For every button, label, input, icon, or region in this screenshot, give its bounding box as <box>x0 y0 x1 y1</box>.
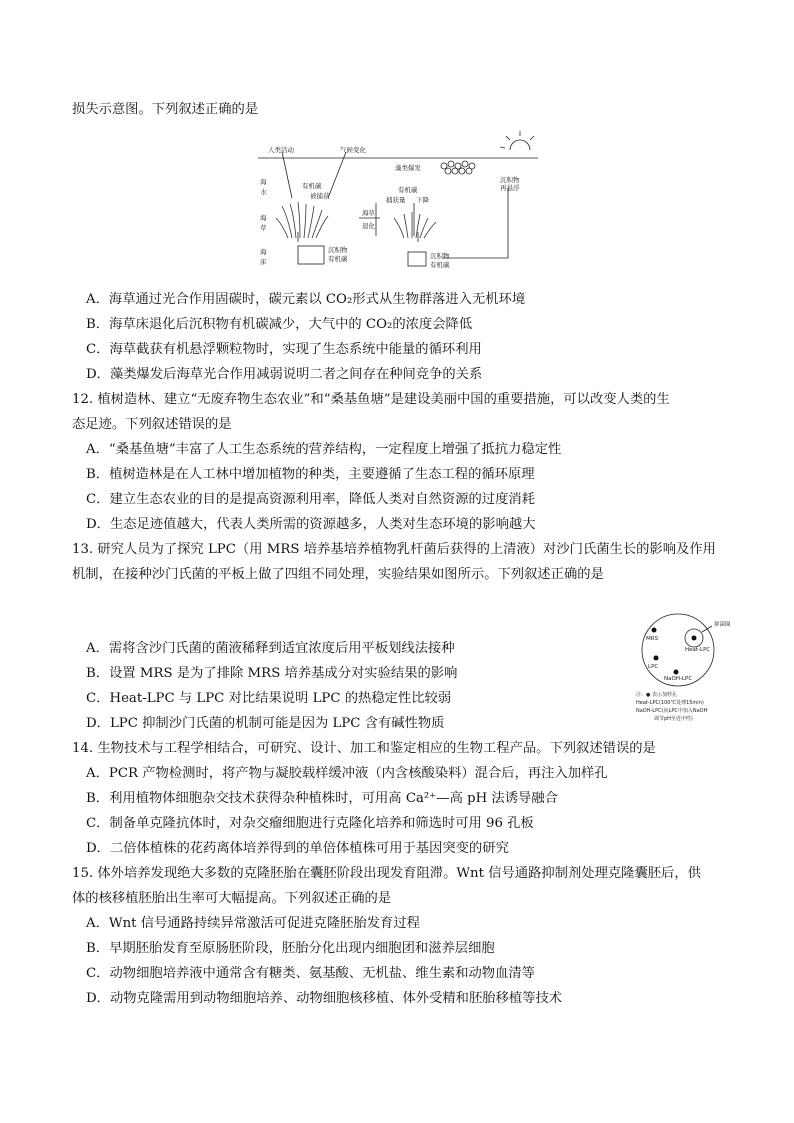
q14-option-d: D．二倍体植株的花药离体培养得到的单倍体植株可用于基因突变的研究 <box>86 841 509 856</box>
q13-option-a: A．需将含沙门氏菌的菌液稀释到适宜浓度后用平板划线法接种 <box>86 641 455 656</box>
petri-dish-figure <box>636 612 744 724</box>
label-sed-left-1: 沉积物 <box>328 246 348 254</box>
well-naoh-lpc <box>674 670 679 675</box>
q15-option-c: C．动物细胞培养液中通常含有糖类、氨基酸、无机盐、维生素和动物血清等 <box>86 966 535 981</box>
q12-stem-1: 12. 植树造林、建立“无废弃物生态农业”和“桑基鱼塘”是建设美丽中国的重要措施，可以改变人类的生 <box>72 392 670 407</box>
note-4: 调节pH至近中性) <box>654 716 693 722</box>
q11-option-a: A．海草通过光合作用固碳时，碳元素以 CO₂形式从生物群落进入无机环境 <box>86 292 526 307</box>
seagrass-carbon-diagram <box>258 128 540 276</box>
label-bed-1: 海 <box>260 248 267 256</box>
label-inhibit: 抑菌圈 <box>714 622 731 628</box>
label-mrs: MRS <box>646 636 659 642</box>
label-grass-1: 海 <box>260 214 267 222</box>
label-lpc: LPC <box>648 664 659 670</box>
q15-stem-2: 体的核移植胚胎出生率可大幅提高。下列叙述正确的是 <box>72 891 392 906</box>
well-mrs <box>652 628 657 633</box>
label-retreat-2: 退化 <box>362 222 375 230</box>
label-sed-left-2: 有机碳 <box>328 255 348 263</box>
q14-option-c: C．制备单克隆抗体时，对杂交瘤细胞进行克隆化培养和筛选时可用 96 孔板 <box>86 816 534 831</box>
label-organic-left: 有机碳 <box>302 182 322 190</box>
label-human: 人类活动 <box>268 146 294 154</box>
q12-stem-2: 态足迹。下列叙述错误的是 <box>72 417 232 432</box>
seagrass-right-icon <box>394 212 436 238</box>
sediment-box-right <box>408 252 426 266</box>
label-naoh: NaOH-LPC <box>664 676 693 682</box>
label-retreat-1: 海草 <box>362 209 375 217</box>
q13-stem-1: 13. 研究人员为了探究 LPC（用 MRS 培养基培养植物乳杆菌后获得的上清液）对沙门氏菌生长的影响及作用 <box>72 542 716 557</box>
label-capture-mid: 捕获量 <box>386 196 406 204</box>
label-resuspend-1: 沉积物 <box>500 176 520 184</box>
label-grass-2: 草 <box>260 224 267 232</box>
note-1: 注：● 表示加样孔 <box>636 692 677 698</box>
seagrass-left-icon <box>276 202 328 238</box>
q11-option-b: B．海草床退化后沉积物有机碳减少，大气中的 CO₂的浓度会降低 <box>86 317 473 332</box>
q12-option-b: B．植树造林是在人工林中增加植物的种类，主要遵循了生态工程的循环原理 <box>86 467 535 482</box>
label-heat: Heat-LPC <box>685 647 711 653</box>
note-3: NaOH-LPC(向LPC中加入NaOH <box>636 708 708 714</box>
label-sed-right-2: 有机碳 <box>430 261 450 269</box>
q11-option-c: C．海草截获有机悬浮颗粒物时，实现了生态系统中能量的循环利用 <box>86 342 482 357</box>
q14-option-b: B．利用植物体细胞杂交技术获得杂种植株时，可用高 Ca²⁺—高 pH 法诱导融合 <box>86 791 558 806</box>
label-water-1: 海 <box>260 178 267 186</box>
q12-option-a: A．“桑基鱼塘”丰富了人工生态系统的营养结构，一定程度上增强了抵抗力稳定性 <box>86 442 562 457</box>
q12-option-c: C．建立生态农业的目的是提高资源利用率，降低人类对自然资源的过度消耗 <box>86 492 535 507</box>
q13-stem-2: 机制，在接种沙门氏菌的平板上做了四组不同处理，实验结果如图所示。下列叙述正确的是 <box>72 567 604 582</box>
q12-option-d: D．生态足迹值越大，代表人类所需的资源越多，人类对生态环境的影响越大 <box>86 517 536 532</box>
label-capture-left: 被捕获 <box>310 192 330 200</box>
label-decrease: 下降 <box>416 196 429 204</box>
intro-line: 损失示意图。下列叙述正确的是 <box>72 102 259 117</box>
label-algae: 藻类爆发 <box>395 164 421 172</box>
label-water-2: 水 <box>260 188 267 196</box>
q15-option-a: A．Wnt 信号通路持续异常激活可促进克隆胚胎发育过程 <box>86 916 420 931</box>
label-climate: 气候变化 <box>340 146 366 154</box>
well-heat-lpc <box>692 636 697 641</box>
q15-option-d: D．动物克隆需用到动物细胞培养、动物细胞核移植、体外受精和胚胎移植等技术 <box>86 991 563 1006</box>
sun-icon <box>510 140 530 150</box>
q15-stem-1: 15. 体外培养发现绝大多数的克隆胚胎在囊胚阶段出现发育阻滞。Wnt 信号通路抑制剂处理克隆囊胚后，供 <box>72 866 701 881</box>
q13-option-c: C．Heat-LPC 与 LPC 对比结果说明 LPC 的热稳定性比较弱 <box>86 691 452 706</box>
note-2: Heat-LPC(100℃处理15min) <box>636 700 704 706</box>
sediment-box-left <box>298 246 324 264</box>
label-organic-mid: 有机碳 <box>398 186 418 194</box>
label-sed-right-1: 沉积物 <box>430 252 450 260</box>
q13-option-b: B．设置 MRS 是为了排除 MRS 培养基成分对实验结果的影响 <box>86 666 458 681</box>
q14-option-a: A．PCR 产物检测时，将产物与凝胶载样缓冲液（内含核酸染料）混合后，再注入加样孔 <box>86 766 608 781</box>
q14-stem: 14. 生物技术与工程学相结合，可研究、设计、加工和鉴定相应的生物工程产品。下列叙述错误的是 <box>72 741 656 756</box>
algae-bloom-icon <box>441 161 475 174</box>
q13-option-d: D．LPC 抑制沙门氏菌的机制可能是因为 LPC 含有碱性物质 <box>86 716 445 731</box>
label-resuspend-2: 再悬浮 <box>500 184 520 192</box>
well-lpc <box>654 656 659 661</box>
label-bed-2: 床 <box>260 258 267 266</box>
q15-option-b: B．早期胚胎发育至原肠胚阶段，胚胎分化出现内细胞团和滋养层细胞 <box>86 941 495 956</box>
q11-option-d: D．藻类爆发后海草光合作用减弱说明二者之间存在种间竞争的关系 <box>86 367 483 382</box>
